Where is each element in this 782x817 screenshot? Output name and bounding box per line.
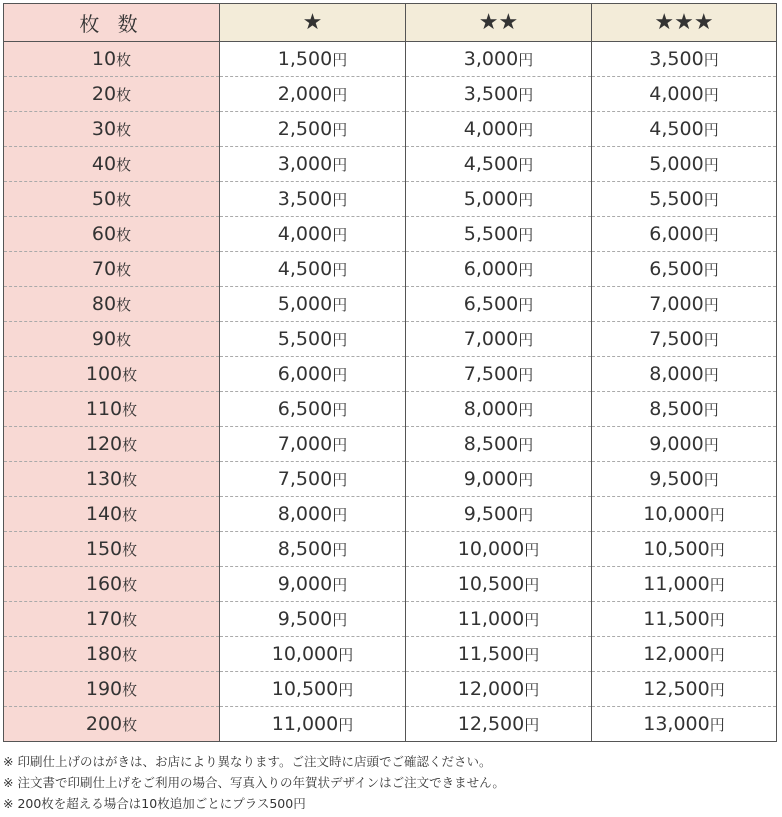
price-cell-2-star (406, 357, 592, 392)
count-unit: 枚 (116, 226, 132, 244)
price-cell-1-star (220, 497, 406, 532)
price-unit: 円 (332, 576, 348, 594)
price-unit: 円 (332, 401, 348, 419)
price-unit: 円 (709, 576, 725, 594)
price-cell-1-star (220, 602, 406, 637)
price-unit: 円 (518, 86, 534, 104)
price-unit: 円 (703, 261, 719, 279)
price-cell-1-star (220, 42, 406, 77)
price-value: 12,000 (643, 643, 710, 665)
price-value: 9,500 (463, 503, 519, 525)
table-row (4, 77, 777, 112)
count-unit: 枚 (122, 576, 138, 594)
count-unit: 枚 (116, 86, 132, 104)
price-value: 9,000 (277, 573, 333, 595)
price-value: 11,000 (457, 608, 525, 630)
price-unit: 円 (518, 51, 534, 69)
count-unit: 枚 (122, 716, 138, 734)
price-unit: 円 (709, 541, 725, 559)
price-unit: 円 (518, 401, 534, 419)
price-cell-2-star (406, 602, 592, 637)
notes (3, 751, 779, 814)
price-unit: 円 (332, 51, 348, 69)
price-cell-1-star (220, 462, 406, 497)
price-cell-3-star (592, 287, 777, 322)
price-unit: 円 (332, 296, 348, 314)
price-cell-1-star (220, 392, 406, 427)
count-cell (4, 287, 220, 322)
price-table (3, 3, 777, 742)
count-cell (4, 602, 220, 637)
price-value: 6,000 (649, 223, 704, 245)
count-unit: 枚 (116, 156, 132, 174)
count-value: 120 (85, 433, 123, 455)
price-cell-1-star (220, 112, 406, 147)
price-unit: 円 (332, 506, 348, 524)
table-row (4, 532, 777, 567)
price-value: 9,500 (649, 468, 704, 490)
count-value: 180 (85, 643, 123, 665)
price-cell-2-star (406, 182, 592, 217)
price-cell-2-star (406, 147, 592, 182)
table-row (4, 322, 777, 357)
price-cell-1-star (220, 357, 406, 392)
price-value: 6,500 (277, 398, 333, 420)
price-cell-2-star (406, 287, 592, 322)
count-value: 90 (91, 328, 117, 350)
price-value: 11,500 (643, 608, 710, 630)
price-unit: 円 (518, 226, 534, 244)
price-unit: 円 (338, 681, 354, 699)
count-value: 110 (85, 398, 123, 420)
price-value: 3,500 (277, 188, 333, 210)
price-unit: 円 (518, 506, 534, 524)
price-value: 5,000 (463, 188, 519, 210)
price-value: 3,000 (277, 153, 333, 175)
count-unit: 枚 (116, 191, 132, 209)
count-value: 100 (85, 363, 123, 385)
price-value: 4,500 (463, 153, 519, 175)
header-count: 枚 数 (4, 4, 220, 42)
price-cell-3-star (592, 602, 777, 637)
price-cell-3-star (592, 42, 777, 77)
price-value: 4,500 (649, 118, 704, 140)
price-unit: 円 (518, 156, 534, 174)
note-3: ※ 200枚を超える場合は10枚追加ごとにプラス500円 (3, 796, 306, 811)
table-row (4, 707, 777, 742)
count-cell (4, 357, 220, 392)
price-unit: 円 (518, 191, 534, 209)
price-unit: 円 (332, 436, 348, 454)
count-cell (4, 497, 220, 532)
price-unit: 円 (524, 611, 540, 629)
price-value: 4,500 (277, 258, 333, 280)
price-cell-3-star (592, 567, 777, 602)
count-value: 70 (91, 258, 117, 280)
price-unit: 円 (332, 191, 348, 209)
price-cell-3-star (592, 637, 777, 672)
count-value: 50 (91, 188, 117, 210)
count-cell (4, 427, 220, 462)
price-unit: 円 (703, 401, 719, 419)
count-cell (4, 322, 220, 357)
price-unit: 円 (524, 716, 540, 734)
price-unit: 円 (518, 471, 534, 489)
price-unit: 円 (332, 156, 348, 174)
price-value: 8,500 (277, 538, 333, 560)
price-unit: 円 (703, 226, 719, 244)
price-cell-1-star (220, 567, 406, 602)
price-value: 12,000 (457, 678, 525, 700)
table-row (4, 217, 777, 252)
price-value: 6,500 (649, 258, 704, 280)
count-cell (4, 462, 220, 497)
table-row (4, 672, 777, 707)
price-value: 6,000 (463, 258, 519, 280)
price-cell-2-star (406, 497, 592, 532)
price-value: 5,500 (277, 328, 333, 350)
count-unit: 枚 (122, 436, 138, 454)
table-row (4, 182, 777, 217)
price-value: 10,000 (457, 538, 525, 560)
count-cell (4, 252, 220, 287)
price-value: 7,000 (463, 328, 519, 350)
price-value: 4,000 (277, 223, 333, 245)
price-value: 5,000 (277, 293, 333, 315)
price-cell-2-star (406, 707, 592, 742)
price-cell-1-star (220, 532, 406, 567)
price-value: 6,000 (277, 363, 333, 385)
price-unit: 円 (518, 436, 534, 454)
price-value: 8,000 (649, 363, 704, 385)
price-value: 4,000 (463, 118, 519, 140)
price-cell-1-star (220, 182, 406, 217)
price-cell-2-star (406, 252, 592, 287)
count-cell (4, 637, 220, 672)
price-value: 11,000 (271, 713, 339, 735)
price-value: 5,000 (649, 153, 704, 175)
count-unit: 枚 (122, 646, 138, 664)
price-cell-2-star (406, 42, 592, 77)
price-value: 5,500 (463, 223, 519, 245)
price-value: 9,000 (463, 468, 519, 490)
price-unit: 円 (518, 366, 534, 384)
price-cell-3-star (592, 392, 777, 427)
price-cell-3-star (592, 427, 777, 462)
count-unit: 枚 (116, 121, 132, 139)
price-cell-2-star (406, 77, 592, 112)
price-cell-1-star (220, 147, 406, 182)
price-unit: 円 (332, 121, 348, 139)
table-row (4, 112, 777, 147)
table-row (4, 567, 777, 602)
price-unit: 円 (703, 156, 719, 174)
count-value: 80 (91, 293, 117, 315)
price-value: 8,500 (649, 398, 704, 420)
count-cell (4, 147, 220, 182)
count-unit: 枚 (122, 611, 138, 629)
price-unit: 円 (703, 471, 719, 489)
price-cell-2-star (406, 322, 592, 357)
table-row (4, 42, 777, 77)
count-cell (4, 567, 220, 602)
price-cell-2-star (406, 672, 592, 707)
count-value: 20 (91, 83, 117, 105)
price-table-body (4, 42, 777, 742)
price-value: 1,500 (277, 48, 333, 70)
count-unit: 枚 (122, 401, 138, 419)
price-value: 13,000 (643, 713, 710, 735)
price-value: 8,000 (463, 398, 519, 420)
price-unit: 円 (709, 681, 725, 699)
price-cell-3-star (592, 147, 777, 182)
price-value: 12,500 (457, 713, 525, 735)
price-value: 3,000 (463, 48, 519, 70)
header-two-star: ★★ (406, 4, 592, 42)
table-row (4, 252, 777, 287)
table-row (4, 602, 777, 637)
count-cell (4, 532, 220, 567)
price-value: 7,500 (277, 468, 333, 490)
price-unit: 円 (709, 611, 725, 629)
table-row (4, 392, 777, 427)
count-value: 150 (85, 538, 123, 560)
table-row (4, 462, 777, 497)
price-unit: 円 (524, 646, 540, 664)
table-row (4, 637, 777, 672)
price-unit: 円 (703, 296, 719, 314)
price-value: 2,500 (277, 118, 333, 140)
price-cell-2-star (406, 567, 592, 602)
count-unit: 枚 (116, 51, 132, 69)
price-unit: 円 (518, 121, 534, 139)
price-value: 11,500 (457, 643, 525, 665)
price-value: 9,500 (277, 608, 333, 630)
price-unit: 円 (703, 366, 719, 384)
price-cell-3-star (592, 322, 777, 357)
price-cell-1-star (220, 707, 406, 742)
price-cell-2-star (406, 217, 592, 252)
price-unit: 円 (524, 541, 540, 559)
price-value: 3,500 (649, 48, 704, 70)
price-cell-1-star (220, 672, 406, 707)
price-value: 5,500 (649, 188, 704, 210)
header-three-star: ★★★ (592, 4, 777, 42)
price-cell-3-star (592, 252, 777, 287)
price-value: 10,500 (457, 573, 525, 595)
count-unit: 枚 (122, 681, 138, 699)
price-unit: 円 (332, 611, 348, 629)
price-value: 9,000 (649, 433, 704, 455)
price-cell-3-star (592, 112, 777, 147)
price-unit: 円 (703, 331, 719, 349)
price-value: 12,500 (643, 678, 710, 700)
table-row (4, 497, 777, 532)
price-unit: 円 (524, 681, 540, 699)
count-value: 190 (85, 678, 123, 700)
price-value: 7,500 (649, 328, 704, 350)
price-cell-1-star (220, 322, 406, 357)
price-cell-3-star (592, 217, 777, 252)
price-cell-2-star (406, 392, 592, 427)
price-cell-3-star (592, 182, 777, 217)
count-cell (4, 77, 220, 112)
count-unit: 枚 (116, 261, 132, 279)
price-unit: 円 (332, 86, 348, 104)
table-row (4, 147, 777, 182)
price-unit: 円 (709, 646, 725, 664)
price-unit: 円 (703, 51, 719, 69)
count-unit: 枚 (122, 471, 138, 489)
price-value: 8,500 (463, 433, 519, 455)
price-unit: 円 (338, 646, 354, 664)
count-cell (4, 707, 220, 742)
count-unit: 枚 (122, 506, 138, 524)
price-unit: 円 (332, 226, 348, 244)
price-value: 2,000 (277, 83, 333, 105)
price-unit: 円 (332, 471, 348, 489)
count-value: 140 (85, 503, 123, 525)
price-cell-2-star (406, 532, 592, 567)
price-unit: 円 (518, 296, 534, 314)
price-unit: 円 (703, 191, 719, 209)
count-unit: 枚 (116, 296, 132, 314)
price-cell-2-star (406, 637, 592, 672)
table-row (4, 287, 777, 322)
price-unit: 円 (703, 436, 719, 454)
price-cell-3-star (592, 497, 777, 532)
price-value: 11,000 (643, 573, 710, 595)
price-cell-1-star (220, 77, 406, 112)
price-cell-1-star (220, 427, 406, 462)
price-cell-1-star (220, 287, 406, 322)
price-cell-1-star (220, 252, 406, 287)
price-value: 7,000 (649, 293, 704, 315)
count-cell (4, 42, 220, 77)
price-value: 7,000 (277, 433, 333, 455)
count-cell (4, 112, 220, 147)
price-unit: 円 (332, 541, 348, 559)
price-cell-3-star (592, 707, 777, 742)
count-cell (4, 392, 220, 427)
price-unit: 円 (332, 331, 348, 349)
count-cell (4, 217, 220, 252)
price-unit: 円 (338, 716, 354, 734)
header-one-star: ★ (220, 4, 406, 42)
price-unit: 円 (332, 261, 348, 279)
table-row (4, 427, 777, 462)
price-unit: 円 (703, 86, 719, 104)
count-cell (4, 672, 220, 707)
table-row (4, 357, 777, 392)
price-value: 8,000 (277, 503, 333, 525)
price-value: 10,500 (643, 538, 710, 560)
table-header-row (4, 4, 777, 42)
price-cell-2-star (406, 112, 592, 147)
count-value: 40 (91, 153, 117, 175)
count-unit: 枚 (122, 541, 138, 559)
count-value: 200 (85, 713, 123, 735)
price-unit: 円 (709, 506, 725, 524)
count-value: 130 (85, 468, 123, 490)
price-value: 10,000 (271, 643, 339, 665)
price-cell-3-star (592, 77, 777, 112)
price-value: 4,000 (649, 83, 704, 105)
count-value: 30 (91, 118, 117, 140)
price-unit: 円 (524, 576, 540, 594)
count-cell (4, 182, 220, 217)
price-cell-3-star (592, 462, 777, 497)
count-unit: 枚 (116, 331, 132, 349)
price-cell-3-star (592, 532, 777, 567)
price-value: 6,500 (463, 293, 519, 315)
price-cell-1-star (220, 637, 406, 672)
price-unit: 円 (518, 261, 534, 279)
price-value: 10,500 (271, 678, 339, 700)
price-unit: 円 (518, 331, 534, 349)
price-value: 7,500 (463, 363, 519, 385)
note-1: ※ 印刷仕上げのはがきは、お店により異なります。ご注文時に店頭でご確認ください。 (3, 754, 492, 769)
price-cell-3-star (592, 672, 777, 707)
price-cell-3-star (592, 357, 777, 392)
price-unit: 円 (332, 366, 348, 384)
price-cell-2-star (406, 427, 592, 462)
count-value: 160 (85, 573, 123, 595)
price-cell-2-star (406, 462, 592, 497)
price-cell-1-star (220, 217, 406, 252)
price-value: 3,500 (463, 83, 519, 105)
count-value: 10 (91, 48, 117, 70)
count-value: 60 (91, 223, 117, 245)
price-unit: 円 (703, 121, 719, 139)
price-value: 10,000 (643, 503, 710, 525)
note-2: ※ 注文書で印刷仕上げをご利用の場合、写真入りの年賀状デザインはご注文できません。 (3, 775, 505, 790)
count-unit: 枚 (122, 366, 138, 384)
count-value: 170 (85, 608, 123, 630)
price-unit: 円 (709, 716, 725, 734)
